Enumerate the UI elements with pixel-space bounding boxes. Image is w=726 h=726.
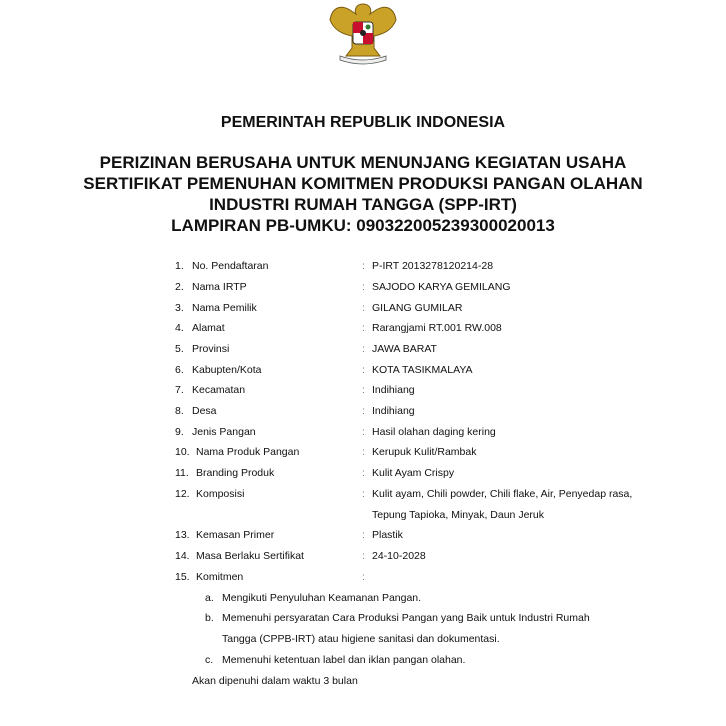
field-colon: :	[362, 571, 365, 583]
field-row	[0, 422, 726, 442]
field-label: Kecamatan	[192, 384, 246, 396]
field-number: 4.	[175, 322, 184, 334]
field-number: 10.	[175, 446, 190, 458]
field-row	[0, 546, 726, 566]
field-row	[0, 484, 726, 504]
field-value: GILANG GUMILAR	[372, 302, 463, 314]
field-label: Nama IRTP	[192, 281, 247, 293]
government-heading: PEMERINTAH REPUBLIK INDONESIA	[220, 114, 506, 131]
field-label: Desa	[192, 405, 217, 417]
komitmen-item	[0, 608, 726, 628]
field-value: P-IRT 2013278120214-28	[372, 260, 494, 272]
field-number: 2.	[175, 281, 184, 293]
field-colon: :	[362, 281, 365, 293]
field-label: Provinsi	[192, 343, 230, 355]
field-row	[0, 525, 726, 545]
field-value: Kerupuk Kulit/Rambak	[372, 446, 477, 458]
field-label: Komitmen	[196, 571, 244, 583]
komitmen-letter: c.	[205, 654, 214, 666]
field-value: 24-10-2028	[372, 550, 426, 562]
field-label: Jenis Pangan	[192, 426, 256, 438]
field-row	[0, 401, 726, 421]
title-line: PERIZINAN BERUSAHA UNTUK MENUNJANG KEGIATAN USAHA	[99, 153, 627, 172]
field-value: Hasil olahan daging kering	[372, 426, 496, 438]
field-value: JAWA BARAT	[372, 343, 437, 355]
field-row	[0, 277, 726, 297]
field-colon: :	[362, 529, 365, 541]
field-value: KOTA TASIKMALAYA	[372, 364, 473, 376]
field-colon: :	[362, 467, 365, 479]
field-value-continuation: Tepung Tapioka, Minyak, Daun Jeruk	[372, 509, 544, 521]
title-line: INDUSTRI RUMAH TANGGA (SPP-IRT)	[209, 195, 517, 214]
field-number: 14.	[175, 550, 190, 562]
field-row	[0, 380, 726, 400]
field-colon: :	[362, 405, 365, 417]
komitmen-item	[0, 588, 726, 608]
field-colon: :	[362, 364, 365, 376]
field-label: Branding Produk	[196, 467, 275, 479]
field-row	[0, 318, 726, 338]
komitmen-item	[0, 650, 726, 670]
field-colon: :	[362, 488, 365, 500]
field-label: Kabupten/Kota	[192, 364, 262, 376]
field-label: Masa Berlaku Sertifikat	[196, 550, 304, 562]
field-value: Kulit Ayam Crispy	[372, 467, 455, 479]
field-label: Kemasan Primer	[196, 529, 275, 541]
field-value: Plastik	[372, 529, 403, 541]
field-colon: :	[362, 426, 365, 438]
field-number: 6.	[175, 364, 184, 376]
field-row	[0, 463, 726, 483]
field-number: 12.	[175, 488, 190, 500]
field-value: Rarangjami RT.001 RW.008	[372, 322, 502, 334]
field-row	[0, 360, 726, 380]
komitmen-text: Memenuhi persyaratan Cara Produksi Pangan yang Baik untuk Industri Rumah	[222, 612, 590, 624]
field-number: 1.	[175, 260, 184, 272]
field-number: 7.	[175, 384, 184, 396]
field-number: 15.	[175, 571, 190, 583]
field-row	[0, 567, 726, 587]
field-value: Indihiang	[372, 384, 415, 396]
field-label: Komposisi	[196, 488, 245, 500]
field-number: 9.	[175, 426, 184, 438]
field-colon: :	[362, 446, 365, 458]
field-row	[0, 442, 726, 462]
field-number: 8.	[175, 405, 184, 417]
field-colon: :	[362, 550, 365, 562]
field-label: No. Pendaftaran	[192, 260, 269, 272]
komitmen-item-continuation	[0, 629, 726, 649]
field-colon: :	[362, 302, 365, 314]
field-row-continuation	[0, 505, 726, 525]
field-number: 3.	[175, 302, 184, 314]
field-value: Indihiang	[372, 405, 415, 417]
field-value: SAJODO KARYA GEMILANG	[372, 281, 511, 293]
field-value: Kulit ayam, Chili powder, Chili flake, Air, Penyedap rasa,	[372, 488, 633, 500]
field-row	[0, 256, 726, 276]
field-label: Nama Pemilik	[192, 302, 257, 314]
field-row	[0, 339, 726, 359]
field-row	[0, 298, 726, 318]
field-colon: :	[362, 384, 365, 396]
komitmen-text: Memenuhi ketentuan label dan iklan pangan olahan.	[222, 654, 466, 666]
garuda-emblem-icon	[326, 0, 400, 68]
field-colon: :	[362, 260, 365, 272]
field-number: 5.	[175, 343, 184, 355]
komitmen-text-continuation: Tangga (CPPB-IRT) atau higiene sanitasi dan dokumentasi.	[222, 633, 500, 645]
field-number: 13.	[175, 529, 190, 541]
field-label: Nama Produk Pangan	[196, 446, 300, 458]
komitmen-letter: b.	[205, 612, 214, 624]
fulfillment-note: Akan dipenuhi dalam waktu 3 bulan	[192, 675, 358, 687]
field-colon: :	[362, 343, 365, 355]
field-colon: :	[362, 322, 365, 334]
document-title	[0, 152, 726, 236]
komitmen-text: Mengikuti Penyuluhan Keamanan Pangan.	[222, 592, 422, 604]
field-label: Alamat	[192, 322, 225, 334]
field-number: 11.	[175, 467, 189, 479]
komitmen-letter: a.	[205, 592, 214, 604]
title-line: LAMPIRAN PB-UMKU: 090322005239300020013	[171, 216, 555, 235]
title-line: SERTIFIKAT PEMENUHAN KOMITMEN PRODUKSI PANGAN OLAHAN	[83, 174, 643, 193]
